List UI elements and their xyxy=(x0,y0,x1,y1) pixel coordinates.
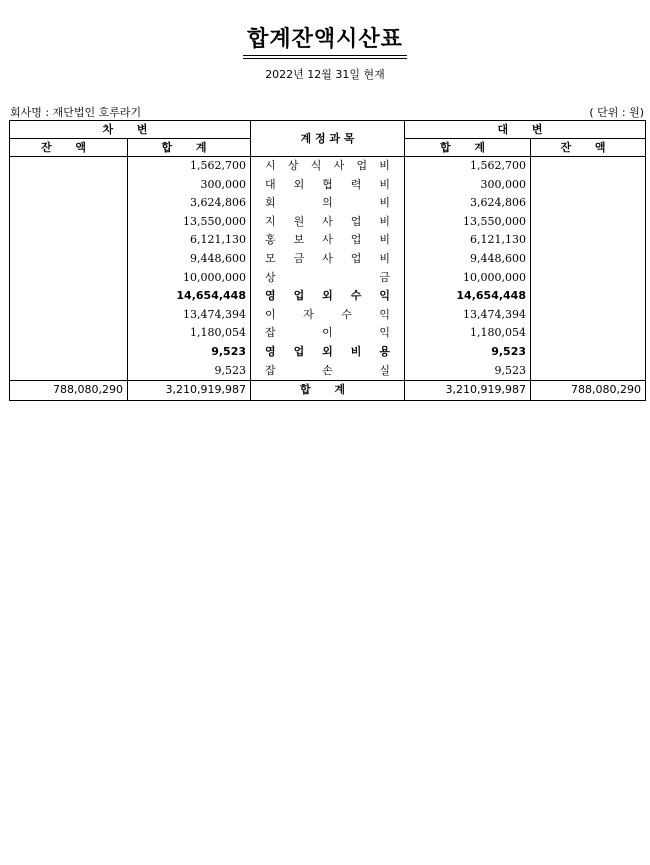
credit-balance-cell xyxy=(531,306,646,325)
credit-total-cell: 9,523 xyxy=(405,343,531,362)
debit-total-cell: 6,121,130 xyxy=(128,231,251,250)
account-header: 계 정 과 목 xyxy=(251,121,405,157)
credit-total-cell: 300,000 xyxy=(405,176,531,195)
account-name xyxy=(265,269,390,288)
account-name-char: 비 xyxy=(379,159,390,172)
debit-balance-cell xyxy=(10,343,128,362)
account-name-char: 협 xyxy=(322,177,333,191)
credit-total-cell: 1,562,700 xyxy=(405,157,531,176)
credit-balance-header xyxy=(531,139,646,157)
debit-balance-header-label: 잔 액 xyxy=(40,141,97,154)
account-name-char: 비 xyxy=(379,177,390,191)
debit-balance-cell xyxy=(10,176,128,195)
credit-total-cell: 6,121,130 xyxy=(405,231,531,250)
debit-total-cell: 1,562,700 xyxy=(128,157,251,176)
account-name-char: 업 xyxy=(356,159,368,172)
credit-total-cell: 10,000,000 xyxy=(405,269,531,288)
debit-total-header xyxy=(128,139,251,157)
account-name xyxy=(265,194,390,213)
account-name-char: 업 xyxy=(293,344,305,358)
credit-balance-header-label: 잔 액 xyxy=(560,141,616,154)
account-name-char: 외 xyxy=(322,344,333,358)
account-name-cell xyxy=(251,213,405,232)
account-name-char: 사 xyxy=(333,159,345,172)
account-name-cell xyxy=(251,250,405,269)
credit-total-header-label: 합 계 xyxy=(439,141,496,154)
table-row xyxy=(10,269,646,288)
account-name-cell xyxy=(251,343,405,362)
credit-total-cell: 9,448,600 xyxy=(405,250,531,269)
account-name-char: 사 xyxy=(322,233,333,247)
credit-total-header xyxy=(405,139,531,157)
account-name-char: 의 xyxy=(322,196,333,210)
account-name-char: 비 xyxy=(379,196,390,210)
table-row xyxy=(10,194,646,213)
account-name-char: 익 xyxy=(379,326,390,340)
account-name-cell xyxy=(251,306,405,325)
credit-total-cell: 13,550,000 xyxy=(405,213,531,232)
credit-total-cell: 1,180,054 xyxy=(405,324,531,343)
account-name-char: 영 xyxy=(265,289,276,303)
account-name-char: 지 xyxy=(265,214,276,228)
credit-balance-cell xyxy=(531,362,646,381)
report-date: 2022년 12월 31일 현재 xyxy=(265,68,385,81)
account-name-char: 비 xyxy=(379,233,390,247)
account-name xyxy=(265,250,390,269)
credit-balance-cell xyxy=(531,194,646,213)
debit-balance-header xyxy=(10,139,128,157)
account-name-char: 잡 xyxy=(265,326,276,340)
company-name: 회사명 : 재단법인 호루라기 xyxy=(10,106,142,119)
account-name-char: 자 xyxy=(303,307,314,321)
account-name-char: 회 xyxy=(265,196,276,210)
credit-balance-cell xyxy=(531,250,646,269)
account-name-char: 상 xyxy=(265,270,276,284)
table-row xyxy=(10,362,646,381)
account-name-char: 이 xyxy=(265,307,276,321)
account-name-char: 용 xyxy=(379,344,390,358)
account-name xyxy=(265,287,390,306)
debit-total-cell: 13,474,394 xyxy=(128,306,251,325)
trial-balance-table xyxy=(9,120,646,401)
title-wrap xyxy=(0,22,650,59)
account-name-char: 비 xyxy=(379,251,390,265)
account-name-cell xyxy=(251,324,405,343)
debit-total-cell: 13,550,000 xyxy=(128,213,251,232)
account-name-cell xyxy=(251,176,405,195)
account-name-char: 상 xyxy=(287,159,299,172)
debit-total-cell: 10,000,000 xyxy=(128,269,251,288)
table-row xyxy=(10,324,646,343)
account-name-char: 손 xyxy=(322,363,333,377)
debit-total-cell: 3,624,806 xyxy=(128,194,251,213)
debit-balance-cell xyxy=(10,213,128,232)
credit-header xyxy=(405,121,646,139)
account-name-char: 업 xyxy=(350,233,362,247)
total-credit-balance: 788,080,290 xyxy=(531,381,646,401)
credit-balance-cell xyxy=(531,343,646,362)
credit-total-cell: 13,474,394 xyxy=(405,306,531,325)
credit-total-cell: 9,523 xyxy=(405,362,531,381)
account-name-char: 금 xyxy=(293,251,305,265)
total-debit-total: 3,210,919,987 xyxy=(128,381,251,401)
total-debit-balance: 788,080,290 xyxy=(10,381,128,401)
account-name-char: 수 xyxy=(350,289,362,303)
debit-total-cell: 14,654,448 xyxy=(128,287,251,306)
account-name xyxy=(265,324,390,343)
debit-balance-cell xyxy=(10,324,128,343)
total-label-text: 합 계 xyxy=(299,383,356,397)
account-name-char: 대 xyxy=(265,177,276,191)
debit-balance-cell xyxy=(10,362,128,381)
table-body xyxy=(10,157,646,381)
account-name xyxy=(265,157,390,176)
credit-balance-cell xyxy=(531,157,646,176)
account-name xyxy=(265,231,390,250)
debit-balance-cell xyxy=(10,287,128,306)
credit-balance-cell xyxy=(531,213,646,232)
credit-balance-cell xyxy=(531,324,646,343)
debit-total-cell: 9,448,600 xyxy=(128,250,251,269)
account-name-char: 영 xyxy=(265,344,276,358)
debit-header-label: 차 변 xyxy=(102,123,158,136)
account-name-char: 사 xyxy=(322,251,333,265)
account-name-cell xyxy=(251,269,405,288)
account-name-char: 비 xyxy=(379,214,390,228)
account-name-char: 잡 xyxy=(265,363,276,377)
total-label xyxy=(251,381,405,401)
account-name xyxy=(265,213,390,232)
debit-total-cell: 1,180,054 xyxy=(128,324,251,343)
table-row xyxy=(10,287,646,306)
total-credit-total: 3,210,919,987 xyxy=(405,381,531,401)
page-title: 합계잔액시산표 xyxy=(243,22,407,59)
account-name-char: 업 xyxy=(350,251,362,265)
debit-total-cell: 300,000 xyxy=(128,176,251,195)
account-name-cell xyxy=(251,194,405,213)
table-row xyxy=(10,157,646,176)
account-name-char: 수 xyxy=(341,307,352,321)
account-name-char: 외 xyxy=(322,289,333,303)
table-row xyxy=(10,250,646,269)
account-name xyxy=(265,306,390,325)
account-name-char: 업 xyxy=(293,289,305,303)
credit-balance-cell xyxy=(531,269,646,288)
account-name-cell xyxy=(251,362,405,381)
debit-total-cell: 9,523 xyxy=(128,362,251,381)
account-name-char: 익 xyxy=(379,289,390,303)
account-name-char: 비 xyxy=(350,344,362,358)
unit-label: ( 단위 : 원) xyxy=(589,106,644,119)
credit-total-cell: 14,654,448 xyxy=(405,287,531,306)
credit-balance-cell xyxy=(531,231,646,250)
account-name-char: 금 xyxy=(379,270,390,284)
account-name-char: 홍 xyxy=(265,233,276,247)
table-row xyxy=(10,343,646,362)
account-name-char: 보 xyxy=(293,233,305,247)
debit-balance-cell xyxy=(10,250,128,269)
credit-header-label: 대 변 xyxy=(497,123,553,136)
debit-balance-cell xyxy=(10,306,128,325)
account-name xyxy=(265,343,390,362)
account-name-char: 원 xyxy=(293,214,305,228)
debit-total-cell: 9,523 xyxy=(128,343,251,362)
debit-balance-cell xyxy=(10,194,128,213)
account-name-char: 익 xyxy=(379,307,390,321)
table-row xyxy=(10,213,646,232)
credit-total-cell: 3,624,806 xyxy=(405,194,531,213)
table-row xyxy=(10,306,646,325)
account-name-cell xyxy=(251,287,405,306)
account-name-char: 이 xyxy=(322,326,333,340)
account-name-cell xyxy=(251,157,405,176)
account-name-char: 사 xyxy=(322,214,333,228)
debit-balance-cell xyxy=(10,269,128,288)
debit-balance-cell xyxy=(10,157,128,176)
totals-row xyxy=(10,381,646,401)
account-name-char: 외 xyxy=(293,177,305,191)
account-name-char: 력 xyxy=(350,177,362,191)
account-name-char: 시 xyxy=(265,159,276,172)
account-name-char: 업 xyxy=(350,214,362,228)
account-name-char: 모 xyxy=(265,251,276,265)
table-row xyxy=(10,231,646,250)
account-name xyxy=(265,362,390,381)
credit-balance-cell xyxy=(531,287,646,306)
debit-header xyxy=(10,121,251,139)
debit-balance-cell xyxy=(10,231,128,250)
account-name-cell xyxy=(251,231,405,250)
account-name-char: 식 xyxy=(310,159,322,172)
table-row xyxy=(10,176,646,195)
account-name-char: 실 xyxy=(379,363,390,377)
account-name xyxy=(265,176,390,195)
credit-balance-cell xyxy=(531,176,646,195)
debit-total-header-label: 합 계 xyxy=(161,141,217,154)
